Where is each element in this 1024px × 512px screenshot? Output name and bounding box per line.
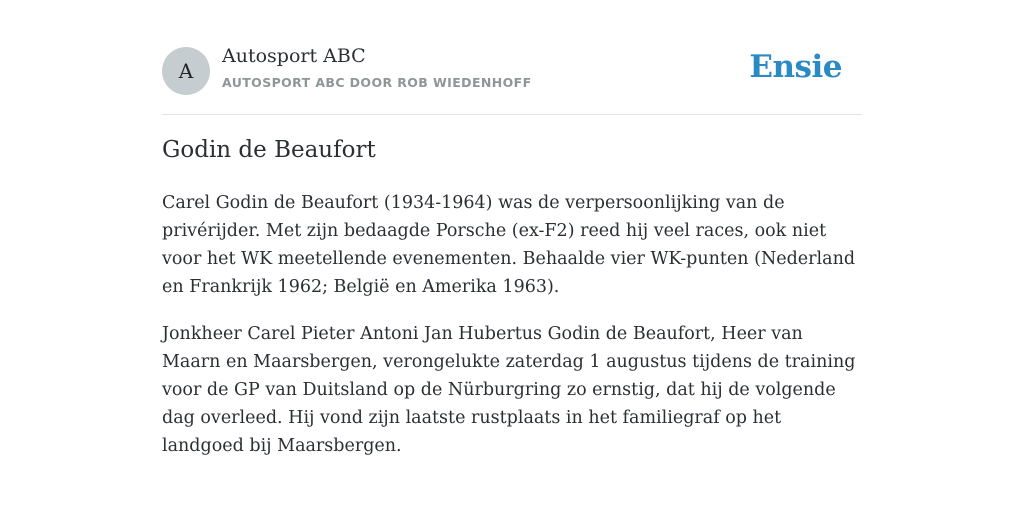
source-subtitle: AUTOSPORT ABC DOOR ROB WIEDENHOFF [222,75,532,90]
article-paragraph: Carel Godin de Beaufort (1934-1964) was de verpersoonlijking van de privérijder. Met zijn bedaagde Porsche (ex-F2) reed hij veel races, ook niet voor het WK meetellende evenementen. Behaalde vier WK-punten (Nederland en Frankrijk 1962; België en Amerika 1963). [162,193,856,297]
source-name[interactable]: Autosport ABC [222,45,366,67]
brand-logo[interactable]: Ensie [749,49,842,85]
article-paragraph: Jonkheer Carel Pieter Antoni Jan Hubertus Godin de Beaufort, Heer van Maarn en Maarsbergen, verongelukte zaterdag 1 augustus tijdens de training voor de GP van Duitsland op de Nürburgring zo ernstig, dat hij de volgende dag overleed. Hij vond zijn laatste rustplaats in het familiegraf op het landgoed bij Maarsbergen. [162,324,856,456]
article-title: Godin de Beaufort [162,137,376,163]
article-body [162,189,862,479]
article-header [162,0,862,115]
source-avatar[interactable]: A [162,47,210,95]
article-card [162,0,862,512]
